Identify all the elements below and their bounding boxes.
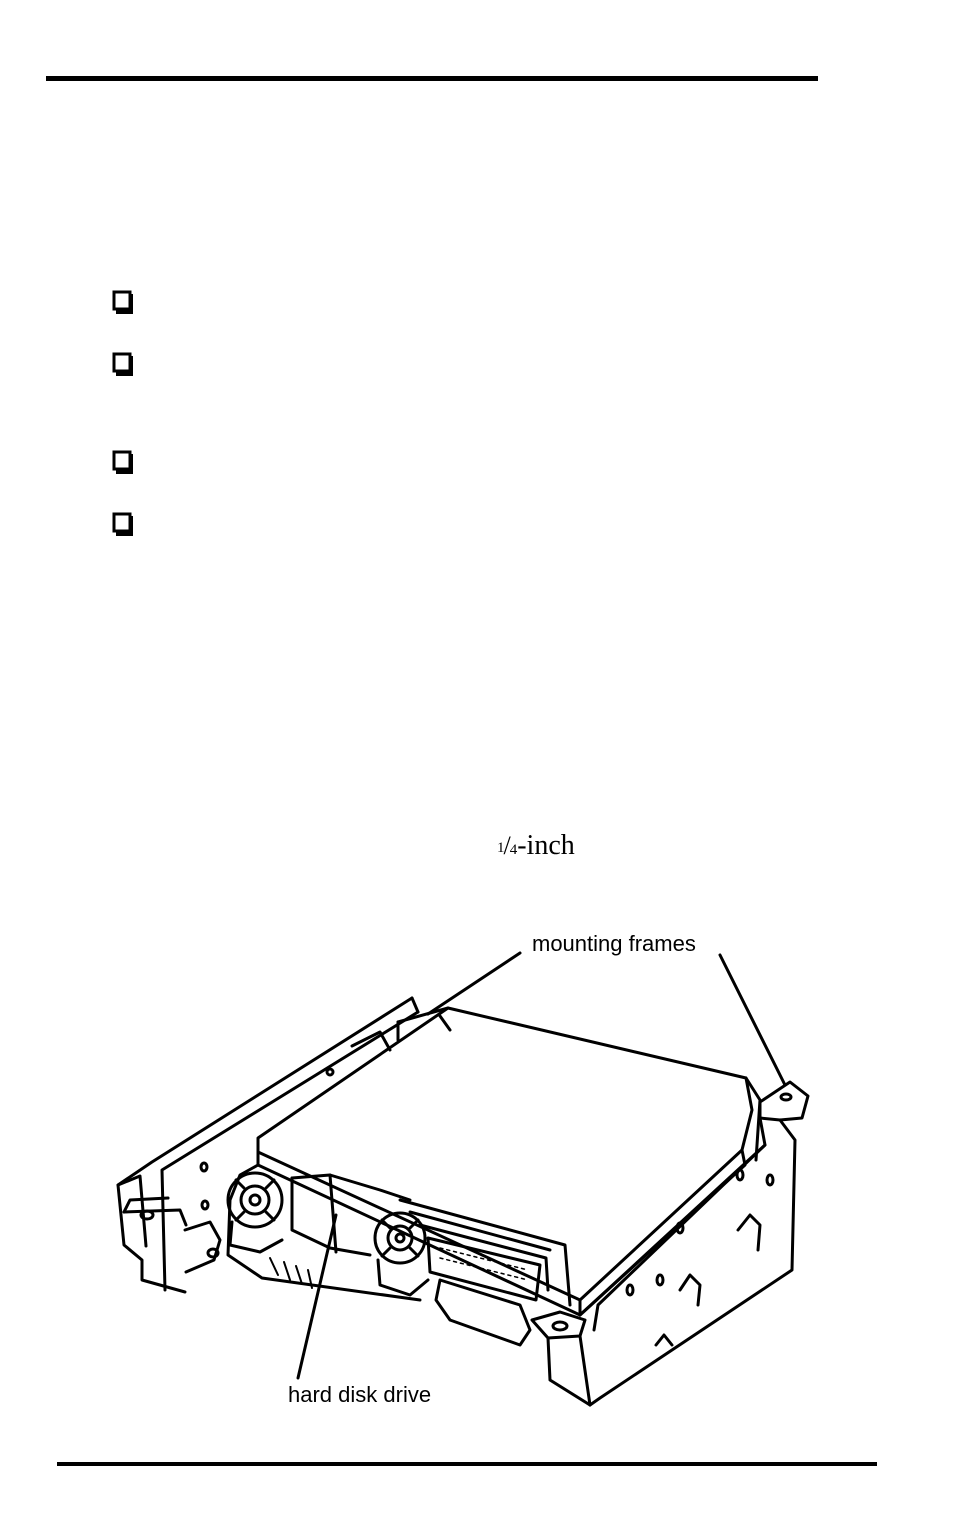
fraction-suffix: -inch — [517, 830, 575, 861]
drive-body — [228, 1008, 760, 1345]
right-mounting-frame — [532, 1082, 808, 1405]
fraction-denominator: 4 — [509, 842, 518, 858]
quarter-inch-text: $^1$/4-inch — [497, 830, 575, 861]
leader-line-frames-right — [720, 955, 785, 1085]
bottom-rule — [57, 1462, 877, 1466]
mounting-frames-label: mounting frames — [532, 931, 696, 956]
leader-line-frames-left — [428, 953, 520, 1014]
leader-line-drive — [298, 1215, 336, 1378]
fraction-numerator: 1 — [497, 840, 505, 856]
mounting-screw-right — [375, 1213, 428, 1295]
hard-disk-drive-label: hard disk drive — [288, 1382, 432, 1407]
